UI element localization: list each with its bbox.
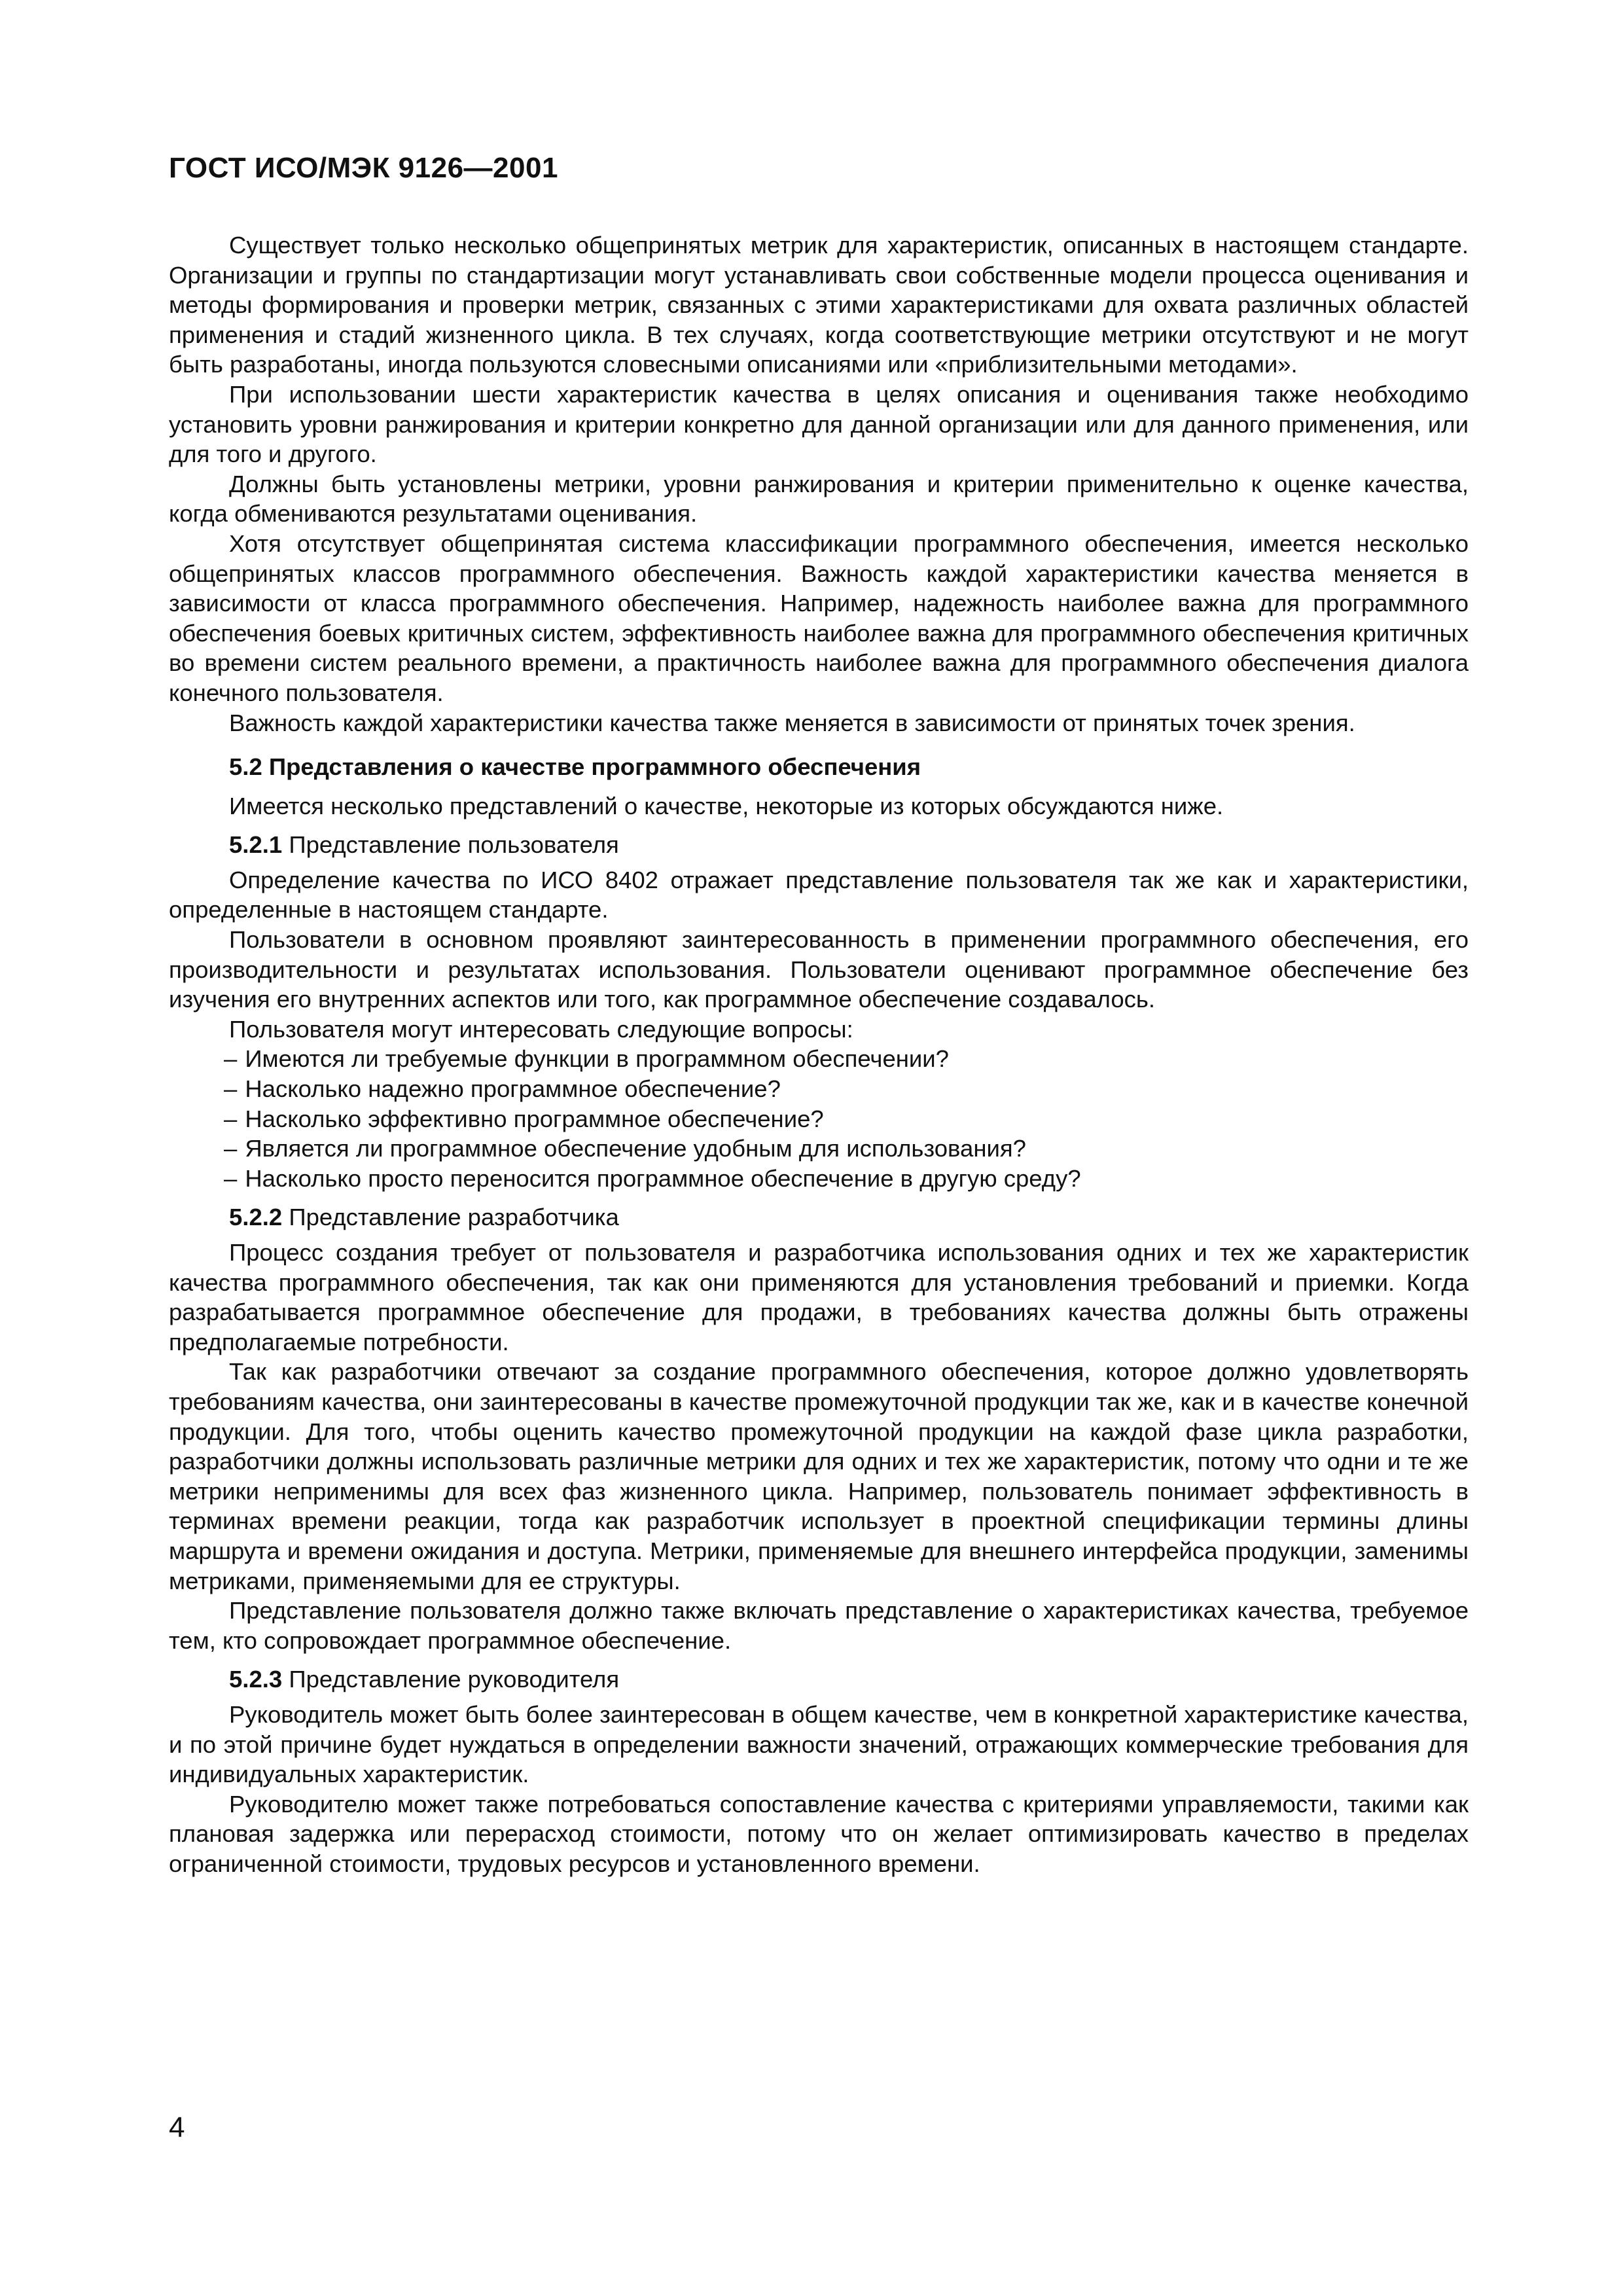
- list-item-text: Насколько просто переносится программное обеспечение в другую среду?: [245, 1164, 1081, 1192]
- paragraph: Пользователи в основном проявляют заинтересованность в применении программного обеспечения, его производительности и результатах использования. Пользователи оценивают программное обеспечение без изучения его внутренних аспектов или того, как программное обеспечение создавалось.: [169, 926, 1469, 1013]
- paragraph: Процесс создания требует от пользователя и разработчика использования одних и тех же характеристик качества программного обеспечения, так как они применяются для установления требований и приемки. Когда разрабатывается программное обеспечение для продажи, в требованиях качества должны быть отражены предполагаемые потребности.: [169, 1239, 1469, 1355]
- subsection-title: Представление руководителя: [289, 1666, 620, 1693]
- paragraph: Хотя отсутствует общепринятая система классификации программного обеспечения, имеется несколько общепринятых классов программного обеспечения. Важность каждой характеристики качества меняется в зависимости от класса программного обеспечения. Например, надежность наиболее важна для программного обеспечения боевых критичных систем, эффективность наиболее важна для программного обеспечения критичных во времени систем реального времени, а практичность наиболее важна для программного обеспечения диалога конечного пользователя.: [169, 529, 1469, 706]
- paragraph: Пользователя могут интересовать следующие вопросы:: [229, 1015, 853, 1043]
- list-item: [169, 1164, 1469, 1194]
- subsection-title: Представление пользователя: [289, 831, 619, 859]
- paragraph: Определение качества по ИСО 8402 отражает представление пользователя так же как и характеристики, определенные в настоящем стандарте.: [169, 866, 1469, 924]
- list-item-text: Является ли программное обеспечение удобным для использования?: [245, 1135, 1026, 1162]
- subsection-number: 5.2.1: [229, 831, 283, 859]
- dash-mark: –: [224, 1105, 238, 1132]
- paragraph: Представление пользователя должно также включать представление о характеристиках качества, требуемое тем, кто сопровождает программное обеспечение.: [169, 1597, 1469, 1654]
- list-item-text: Насколько эффективно программное обеспечение?: [245, 1105, 824, 1132]
- list-item: [169, 1134, 1469, 1164]
- dash-mark: –: [224, 1045, 238, 1073]
- list-item: [169, 1044, 1469, 1074]
- list-item-text: Имеются ли требуемые функции в программном обеспечении?: [245, 1045, 949, 1073]
- subsection-title: Представление разработчика: [289, 1204, 619, 1231]
- dash-mark: –: [224, 1164, 238, 1192]
- dash-mark: –: [224, 1075, 238, 1103]
- subsection-heading-5-2-2: [169, 1202, 1469, 1232]
- page-number: 4: [169, 2111, 185, 2144]
- paragraph: Должны быть установлены метрики, уровни ранжирования и критерии применительно к оценке качества, когда обмениваются результатами оценивания.: [169, 470, 1469, 528]
- subsection-number: 5.2.3: [229, 1666, 283, 1693]
- subsection-heading-5-2-1: [169, 830, 1469, 860]
- paragraph: Так как разработчики отвечают за создание программного обеспечения, которое должно удовлетворять требованиям качества, они заинтересованы в качестве промежуточной продукции так же, как и в качестве конечной продукции. Для того, чтобы оценить качество промежуточной продукции на каждой фазе цикла разработки, разработчики должны использовать различные метрики для одних и тех же характеристик, потому что одни и те же метрики неприменимы для всех фаз жизненного цикла. Например, пользователь понимает эффективность в терминах времени реакции, тогда как разработчик использует в проектной спецификации термины длины маршрута и времени ожидания и доступа. Метрики, применяемые для внешнего интерфейса продукции, заменимы метриками, применяемыми для ее структуры.: [169, 1358, 1469, 1594]
- paragraph: Руководителю может также потребоваться сопоставление качества с критериями управляемости, такими как плановая задержка или перерасход стоимости, потому что он желает оптимизировать качество в пределах ограниченной стоимости, трудовых ресурсов и установленного времени.: [169, 1790, 1469, 1877]
- paragraph: Существует только несколько общепринятых метрик для характеристик, описанных в настоящем стандарте. Организации и группы по стандартизации могут устанавливать свои собственные модели процесса оценивания и методы формирования и проверки метрик, связанных с этими характеристиками для охвата различных областей применения и стадий жизненного цикла. В тех случаях, когда соответствующие метрики отсутствуют и не могут быть разработаны, иногда пользуются словесными описаниями или «приблизительными методами».: [169, 232, 1469, 378]
- dash-mark: –: [224, 1135, 238, 1162]
- list-item: [169, 1104, 1469, 1134]
- list-item: [169, 1074, 1469, 1104]
- paragraph: Имеется несколько представлений о качестве, некоторые из которых обсуждаются ниже.: [229, 792, 1224, 819]
- paragraph: Важность каждой характеристики качества также меняется в зависимости от принятых точек зрения.: [229, 709, 1355, 736]
- paragraph: Руководитель может быть более заинтересован в общем качестве, чем в конкретной характеристике качества, и по этой причине будет нуждаться в определении важности значений, отражающих коммерческие требования для индивидуальных характеристик.: [169, 1700, 1469, 1788]
- list-item-text: Насколько надежно программное обеспечение?: [245, 1075, 781, 1103]
- subsection-heading-5-2-3: [169, 1664, 1469, 1695]
- subsection-number: 5.2.2: [229, 1204, 283, 1231]
- questions-list: [169, 1044, 1469, 1193]
- document-header: ГОСТ ИСО/МЭК 9126—2001: [169, 152, 558, 184]
- section-heading-5-2: 5.2 Представления о качестве программного обеспечения: [229, 753, 921, 781]
- document-body: [169, 230, 1469, 1878]
- paragraph: При использовании шести характеристик качества в целях описания и оценивания также необходимо установить уровни ранжирования и критерии конкретно для данной организации или для данного применения, или для того и другого.: [169, 380, 1469, 468]
